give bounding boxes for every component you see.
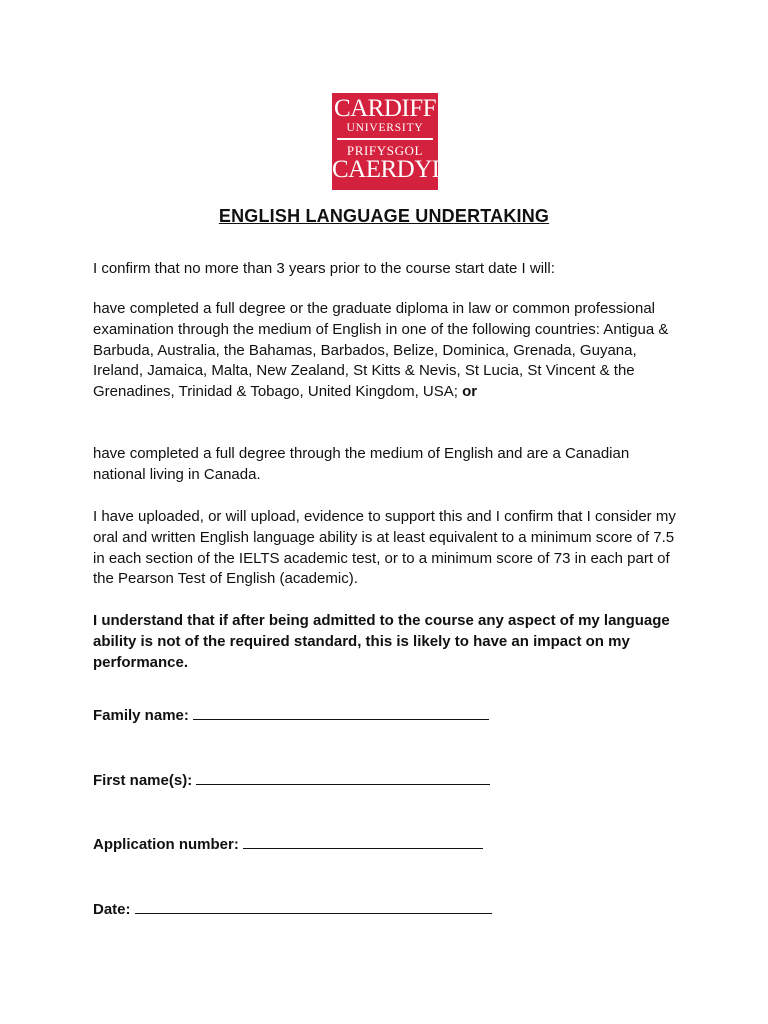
acknowledgement-paragraph: I understand that if after being admitted to the course any aspect of my language ability is not of the required standard, this is likely to have an impact on my performance.: [93, 612, 670, 671]
option-one-text: have completed a full degree or the graduate diploma in law or common professional examination through the medium of English in one of the following countries: Antigua & Barbuda, Australia, the Bahamas, Barbados, Belize, Dominica, Grenada, Guyana, Ireland, Jamaica, Malta, New Zealand, St Kitts & Nevis, St Lucia, St Vincent & the Grenadines, Trinidad & Tobago, United Kingdom, USA;: [93, 300, 669, 401]
cardiff-university-logo: [332, 93, 467, 190]
logo-text-caerdydd: CAERDYDD: [332, 156, 467, 183]
application-number-label: Application number:: [93, 836, 239, 853]
date-line[interactable]: [135, 899, 492, 914]
first-name-field: [93, 770, 490, 792]
date-field: [93, 899, 492, 921]
application-number-field: [93, 834, 483, 856]
date-label: Date:: [93, 901, 131, 918]
option-one-paragraph: [93, 299, 683, 403]
logo-text-university: UNIVERSITY: [346, 122, 424, 134]
option-one-or: or: [457, 383, 478, 401]
evidence-paragraph: I have uploaded, or will upload, evidence to support this and I confirm that I consider my oral and written English language ability is at least equivalent to a minimum score of 7.5 in each section of the IELTS academic test, or to a minimum score of 73 in each part of the Pearson Test of English (academic).: [93, 508, 676, 588]
first-name-line[interactable]: [196, 770, 490, 785]
first-name-label: First name(s):: [93, 772, 193, 789]
intro-paragraph: I confirm that no more than 3 years prior to the course start date I will:: [93, 260, 555, 277]
logo-text-cardiff: CARDIFF: [333, 95, 437, 122]
application-number-line[interactable]: [243, 834, 483, 849]
document-title: ENGLISH LANGUAGE UNDERTAKING: [218, 206, 550, 226]
option-two-paragraph: have completed a full degree through the medium of English and are a Canadian national living in Canada.: [93, 445, 630, 483]
family-name-line[interactable]: [193, 705, 489, 720]
logo-text-prifysgol: PRIFYSGOL: [346, 143, 424, 158]
logo-divider: [337, 138, 433, 140]
family-name-label: Family name:: [93, 707, 189, 724]
family-name-field: [93, 705, 489, 727]
